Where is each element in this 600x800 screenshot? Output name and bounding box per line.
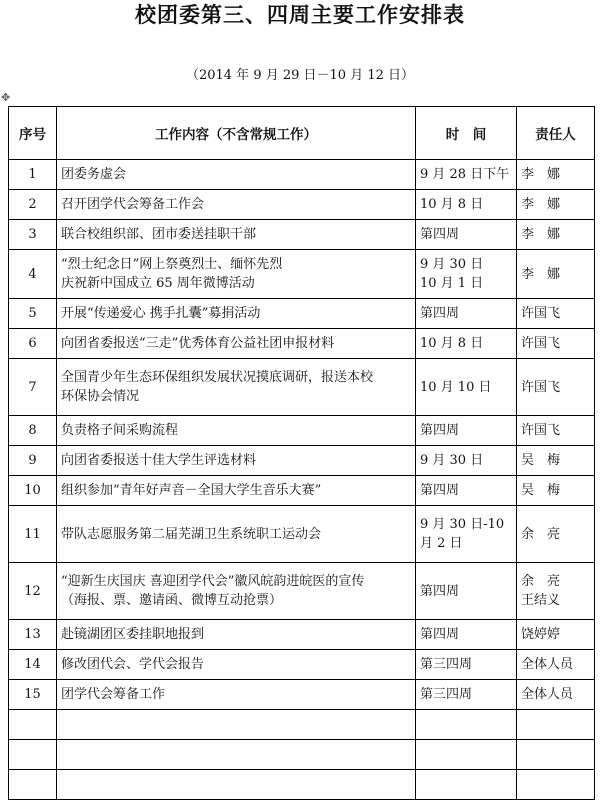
table-row	[9, 446, 595, 476]
row-time: 第四周	[416, 220, 517, 250]
row-time: 10 月 10 日	[416, 359, 517, 416]
table-row	[9, 476, 595, 506]
row-person: 李 娜	[517, 250, 595, 299]
empty-cell	[517, 710, 595, 740]
row-person: 李 娜	[517, 190, 595, 220]
row-content: 负责格子间采购流程	[57, 416, 416, 446]
row-time: 9 月 28 日下午	[416, 160, 517, 190]
schedule-table	[8, 106, 595, 800]
header-person: 责任人	[517, 107, 595, 160]
time-line: 10 月 1 日	[420, 276, 484, 291]
row-no: 2	[9, 190, 57, 220]
empty-cell	[57, 770, 416, 800]
row-time: 第三四周	[416, 650, 517, 680]
row-person: 许国飞	[517, 299, 595, 329]
empty-row	[9, 710, 595, 740]
row-time: 第四周	[416, 476, 517, 506]
row-time: 第四周	[416, 620, 517, 650]
row-time: 第四周	[416, 416, 517, 446]
row-no: 4	[9, 250, 57, 299]
row-no: 6	[9, 329, 57, 359]
row-content: 修改团代会、学代会报告	[57, 650, 416, 680]
row-person: 全体人员	[517, 650, 595, 680]
empty-cell	[57, 740, 416, 770]
header-time: 时 间	[416, 107, 517, 160]
empty-cell	[416, 740, 517, 770]
table-row	[9, 250, 595, 299]
header-content: 工作内容（不含常规工作）	[57, 107, 416, 160]
row-content	[57, 563, 416, 620]
table-header-row	[9, 107, 595, 160]
row-no: 11	[9, 506, 57, 563]
table-row	[9, 416, 595, 446]
row-no: 8	[9, 416, 57, 446]
row-time: 第四周	[416, 299, 517, 329]
row-person	[517, 563, 595, 620]
row-person: 吴 梅	[517, 476, 595, 506]
row-content: 团委务虚会	[57, 160, 416, 190]
row-person: 饶婷婷	[517, 620, 595, 650]
row-content: 开展“传递爱心 携手扎囊”募捐活动	[57, 299, 416, 329]
row-content: 组织参加“青年好声音－全国大学生音乐大赛”	[57, 476, 416, 506]
content-line: 全国青少年生态环保组织发展状况摸底调研，报送本校	[61, 370, 374, 385]
table-row	[9, 299, 595, 329]
row-no: 9	[9, 446, 57, 476]
table-row	[9, 506, 595, 563]
table-row	[9, 329, 595, 359]
row-person: 许国飞	[517, 359, 595, 416]
row-time: 第四周	[416, 563, 517, 620]
time-line: 月 2 日	[420, 536, 463, 551]
empty-cell	[9, 740, 57, 770]
empty-cell	[416, 710, 517, 740]
table-row	[9, 160, 595, 190]
row-no: 13	[9, 620, 57, 650]
empty-cell	[9, 770, 57, 800]
row-person: 全体人员	[517, 680, 595, 710]
empty-row	[9, 740, 595, 770]
table-row	[9, 563, 595, 620]
table-row	[9, 650, 595, 680]
move-handle-icon[interactable]: ✥	[1, 91, 11, 104]
table-row	[9, 680, 595, 710]
row-content: 向团省委报送“三走”优秀体育公益社团申报材料	[57, 329, 416, 359]
row-content	[57, 250, 416, 299]
row-no: 3	[9, 220, 57, 250]
row-content: 赴镜湖团区委挂职地报到	[57, 620, 416, 650]
content-line: （海报、票、邀请函、微博互动抢票）	[61, 593, 283, 608]
row-no: 12	[9, 563, 57, 620]
row-time	[416, 250, 517, 299]
row-person: 李 娜	[517, 220, 595, 250]
row-time: 10 月 8 日	[416, 190, 517, 220]
empty-cell	[416, 770, 517, 800]
table-row	[9, 620, 595, 650]
empty-row	[9, 770, 595, 800]
header-no: 序号	[9, 107, 57, 160]
person-line: 王结义	[521, 593, 561, 608]
row-time: 9 月 30 日	[416, 446, 517, 476]
row-time: 第三四周	[416, 680, 517, 710]
row-no: 7	[9, 359, 57, 416]
content-line: 环保协会情况	[61, 389, 140, 404]
content-line: “迎新生庆国庆 喜迎团学代会”徽风皖韵进皖医的宣传	[61, 574, 365, 589]
row-content: 团学代会筹备工作	[57, 680, 416, 710]
row-time: 10 月 8 日	[416, 329, 517, 359]
person-line: 余 亮	[521, 574, 561, 589]
row-content: 带队志愿服务第二届芜湖卫生系统职工运动会	[57, 506, 416, 563]
row-content: 联合校组织部、团市委送挂职干部	[57, 220, 416, 250]
row-content: 召开团学代会筹备工作会	[57, 190, 416, 220]
content-line: 庆祝新中国成立 65 周年微博活动	[61, 276, 255, 291]
row-time	[416, 506, 517, 563]
table-row	[9, 220, 595, 250]
row-no: 10	[9, 476, 57, 506]
row-person: 许国飞	[517, 416, 595, 446]
row-no: 15	[9, 680, 57, 710]
row-person: 吴 梅	[517, 446, 595, 476]
empty-cell	[517, 740, 595, 770]
time-line: 9 月 30 日	[420, 257, 484, 272]
date-range: （2014 年 9 月 29 日－10 月 12 日）	[185, 68, 415, 83]
page-title: 校团委第三、四周主要工作安排表	[135, 2, 465, 27]
empty-cell	[57, 710, 416, 740]
empty-cell	[517, 770, 595, 800]
empty-cell	[9, 710, 57, 740]
table-row	[9, 190, 595, 220]
content-line: “烈士纪念日”网上祭奠烈士、缅怀先烈	[61, 257, 283, 272]
table-row	[9, 359, 595, 416]
time-line: 9 月 30 日-10	[420, 517, 505, 532]
row-person: 余 亮	[517, 506, 595, 563]
row-no: 14	[9, 650, 57, 680]
row-no: 5	[9, 299, 57, 329]
row-content	[57, 359, 416, 416]
row-person: 许国飞	[517, 329, 595, 359]
row-person: 李 娜	[517, 160, 595, 190]
row-content: 向团省委报送十佳大学生评选材料	[57, 446, 416, 476]
row-no: 1	[9, 160, 57, 190]
